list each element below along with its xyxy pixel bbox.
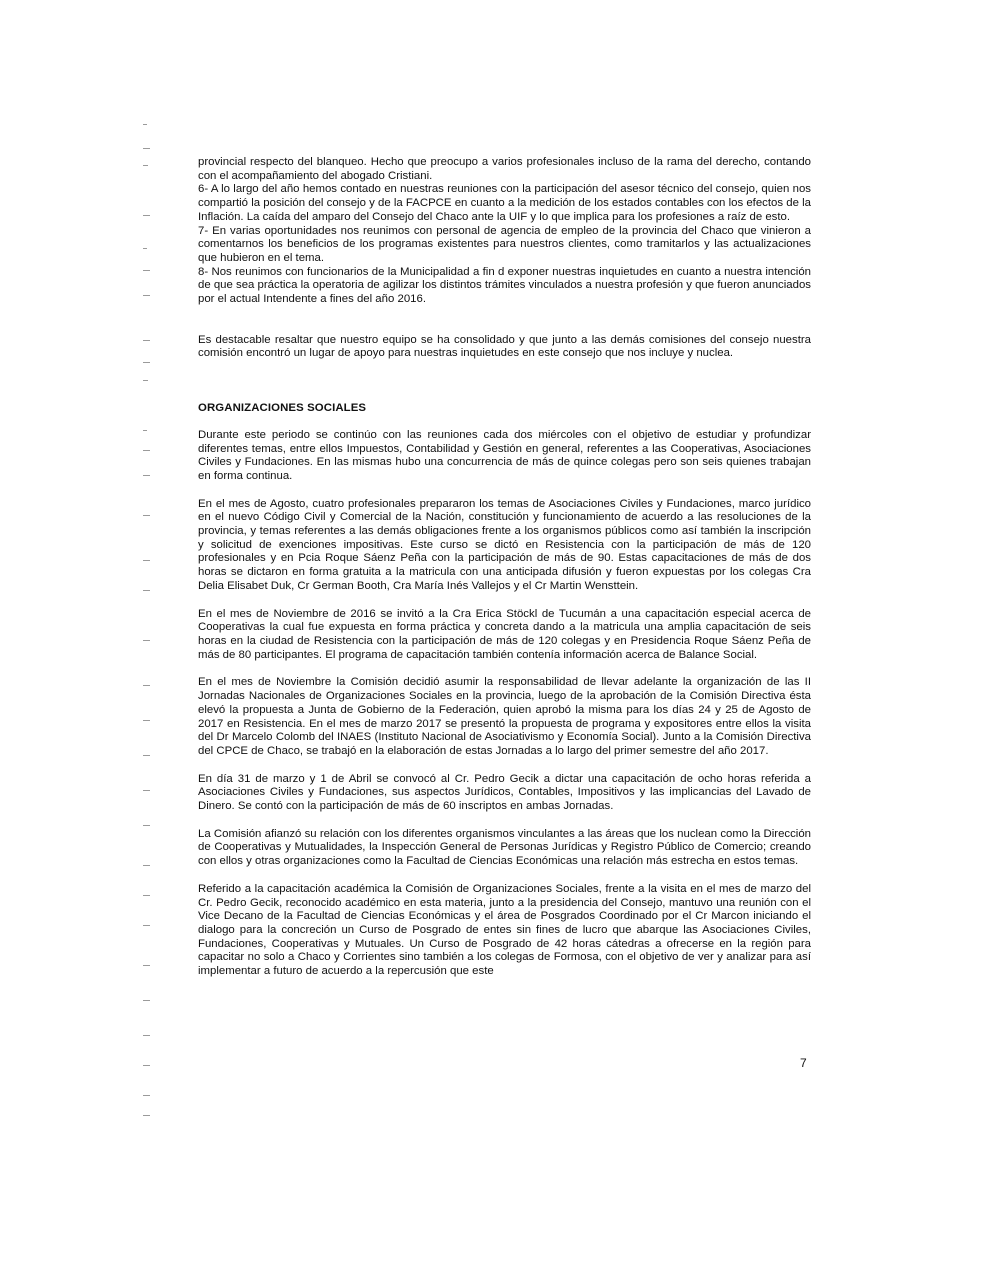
intro-block bbox=[198, 156, 811, 307]
document-body bbox=[198, 156, 811, 979]
numbered-item-8: 8- Nos reunimos con funcionarios de la Municipalidad a fin d exponer nuestras inquietudes en cuanto a nuestra intención de que sea práctica la operatoria de agilizar los distintos trámites vinculados a nuestra profesión y que fueron anunciados por el actual Intendente a fines del año 2016. bbox=[198, 265, 811, 306]
numbered-item-7: 7- En varias oportunidades nos reunimos con personal de agencia de empleo de la provincia del Chaco que vinieron a comentarnos los beneficios de los programas existentes para nuestros clientes, como tramitarlos y las actualizaciones que hubieron en el tema. bbox=[198, 224, 811, 264]
section-heading: ORGANIZACIONES SOCIALES bbox=[198, 402, 367, 415]
section-paragraph: En el mes de Noviembre de 2016 se invitó a la Cra Erica Stöckl de Tucumán a una capacitación especial acerca de Cooperativas la cual fue expuesta en forma práctica y concreta dando a la matricula una amplia capacitación de seis horas en la ciudad de Resistencia con la participación de más de 120 colegas y en Presidencia Roque Sáenz Peña de más de 80 participantes. El programa de capacitación también contenía información acerca de Balance Social. bbox=[198, 607, 811, 661]
section-paragraph: Durante este periodo se continúo con las reuniones cada dos miércoles con el objetivo de estudiar y profundizar diferentes temas, entre ellos Impuestos, Contabilidad y Gestión en general, referentes a las Cooperativas, Asociaciones Civiles y Fundaciones. En las mismas hubo una concurrencia de más de quince colegas pero son seis quienes trabajan en forma continua. bbox=[198, 428, 811, 482]
section-paragraph: La Comisión afianzó su relación con los diferentes organismos vinculantes a las áreas que los nuclean como la Dirección de Cooperativas y Mutualidades, la Inspección General de Personas Jurídicas y Registro Público de Comercio; creando con ellos y otras organizaciones como la Facultad de Ciencias Económicas una relación más estrecha en estos temas. bbox=[198, 827, 811, 868]
section-paragraph: Referido a la capacitación académica la Comisión de Organizaciones Sociales, frente a la visita en el mes de marzo del Cr. Pedro Gecik, reconocido académico en esta materia, junto a la presidencia del Consejo, mantuvo una reunión con el Vice Decano de la Facultad de Ciencias Económicas y el área de Posgrados Coordinado por el Cr Marcon iniciando el dialogo para la concreción un Curso de Posgrado de entes sin fines de lucro que abarque las Asociaciones Civiles, Fundaciones, Cooperativas y Mutuales. Un Curso de Posgrado de 42 horas cátedras a ofrecerse en la región para capacitar no solo a Chaco y Corrientes sino también a los colegas de Formosa, con el objetivo de ver y analizar para así implementar a futuro de acuerdo a la repercusión que este bbox=[198, 882, 811, 978]
section-paragraph: En el mes de Noviembre la Comisión decidió asumir la responsabilidad de llevar adelante la organización de las II Jornadas Nacionales de Organizaciones Sociales en la provincia, luego de la aprobación de la Comisión Directiva ésta elevó la propuesta a Junta de Gobierno de la Federación, quien aprobó la misma para los días 24 y 25 de Agosto de 2017 en Resistencia. En el mes de marzo 2017 se presentó la propuesta de programa y expositores entre ellos la visita del Dr Marcelo Colomb del INAES (Instituto Nacional de Asociativismo y Economía Social). Junto a la Comisión Directiva del CPCE de Chaco, se trabajó en la elaboración de estas Jornadas a lo largo del primer semestre del año 2017. bbox=[198, 676, 811, 757]
scan-margin-marks bbox=[143, 120, 155, 1120]
numbered-item-6: 6- A lo largo del año hemos contado en nuestras reuniones con la participación del asesor técnico del consejo, quien nos compartió la posición del consejo y de la FACPCE en cuanto a la medición de los estados contables con los efectos de la Inflación. La caída del amparo del Consejo del Chaco ante la UIF y lo que implica para los profesiones a raíz de esto. bbox=[198, 183, 811, 223]
section-paragraph: En el mes de Agosto, cuatro profesionales prepararon los temas de Asociaciones Civiles y Fundaciones, marco jurídico en el nuevo Código Civil y Comercial de la Nación, constitución y funcionamiento de acuerdo a las resoluciones de la provincia, y temas referentes a las demás obligaciones frente a los organismos públicos como así también la inscripción y solicitud de exenciones impositivas. Este curso se dictó en Resistencia con la participación de más de 120 profesionales y en Pcia Roque Sáenz Peña con la participación de más de 90. Estas capacitaciones de más de dos horas se dictaron en forma gratuita a la matricula con una anticipada difusión y fueron expuestas por los colegas Cra Delia Elisabet Duk, Cr German Booth, Cra María Inés Vallejos y el Cr Martin Wensttein. bbox=[198, 497, 811, 592]
closing-paragraph: Es destacable resaltar que nuestro equipo se ha consolidado y que junto a las demás comisiones del consejo nuestra comisión encontró un lugar de apoyo para nuestras inquietudes en este consejo que nos incluye y nuclea. bbox=[198, 333, 811, 360]
intro-paragraph: provincial respecto del blanqueo. Hecho que preocupo a varios profesionales incluso de la rama del derecho, contando con el acompañamiento del abogado Cristiani. bbox=[198, 156, 811, 182]
section-paragraph: En día 31 de marzo y 1 de Abril se convocó al Cr. Pedro Gecik a dictar una capacitación de ocho horas referida a Asociaciones Civiles y Fundaciones, sus aspectos Jurídicos, Contables, Impositivos y las implicancias del Lavado de Dinero. Se contó con la participación de más de 60 inscriptos en ambas Jornadas. bbox=[198, 772, 811, 813]
page-number: 7 bbox=[800, 1056, 807, 1070]
